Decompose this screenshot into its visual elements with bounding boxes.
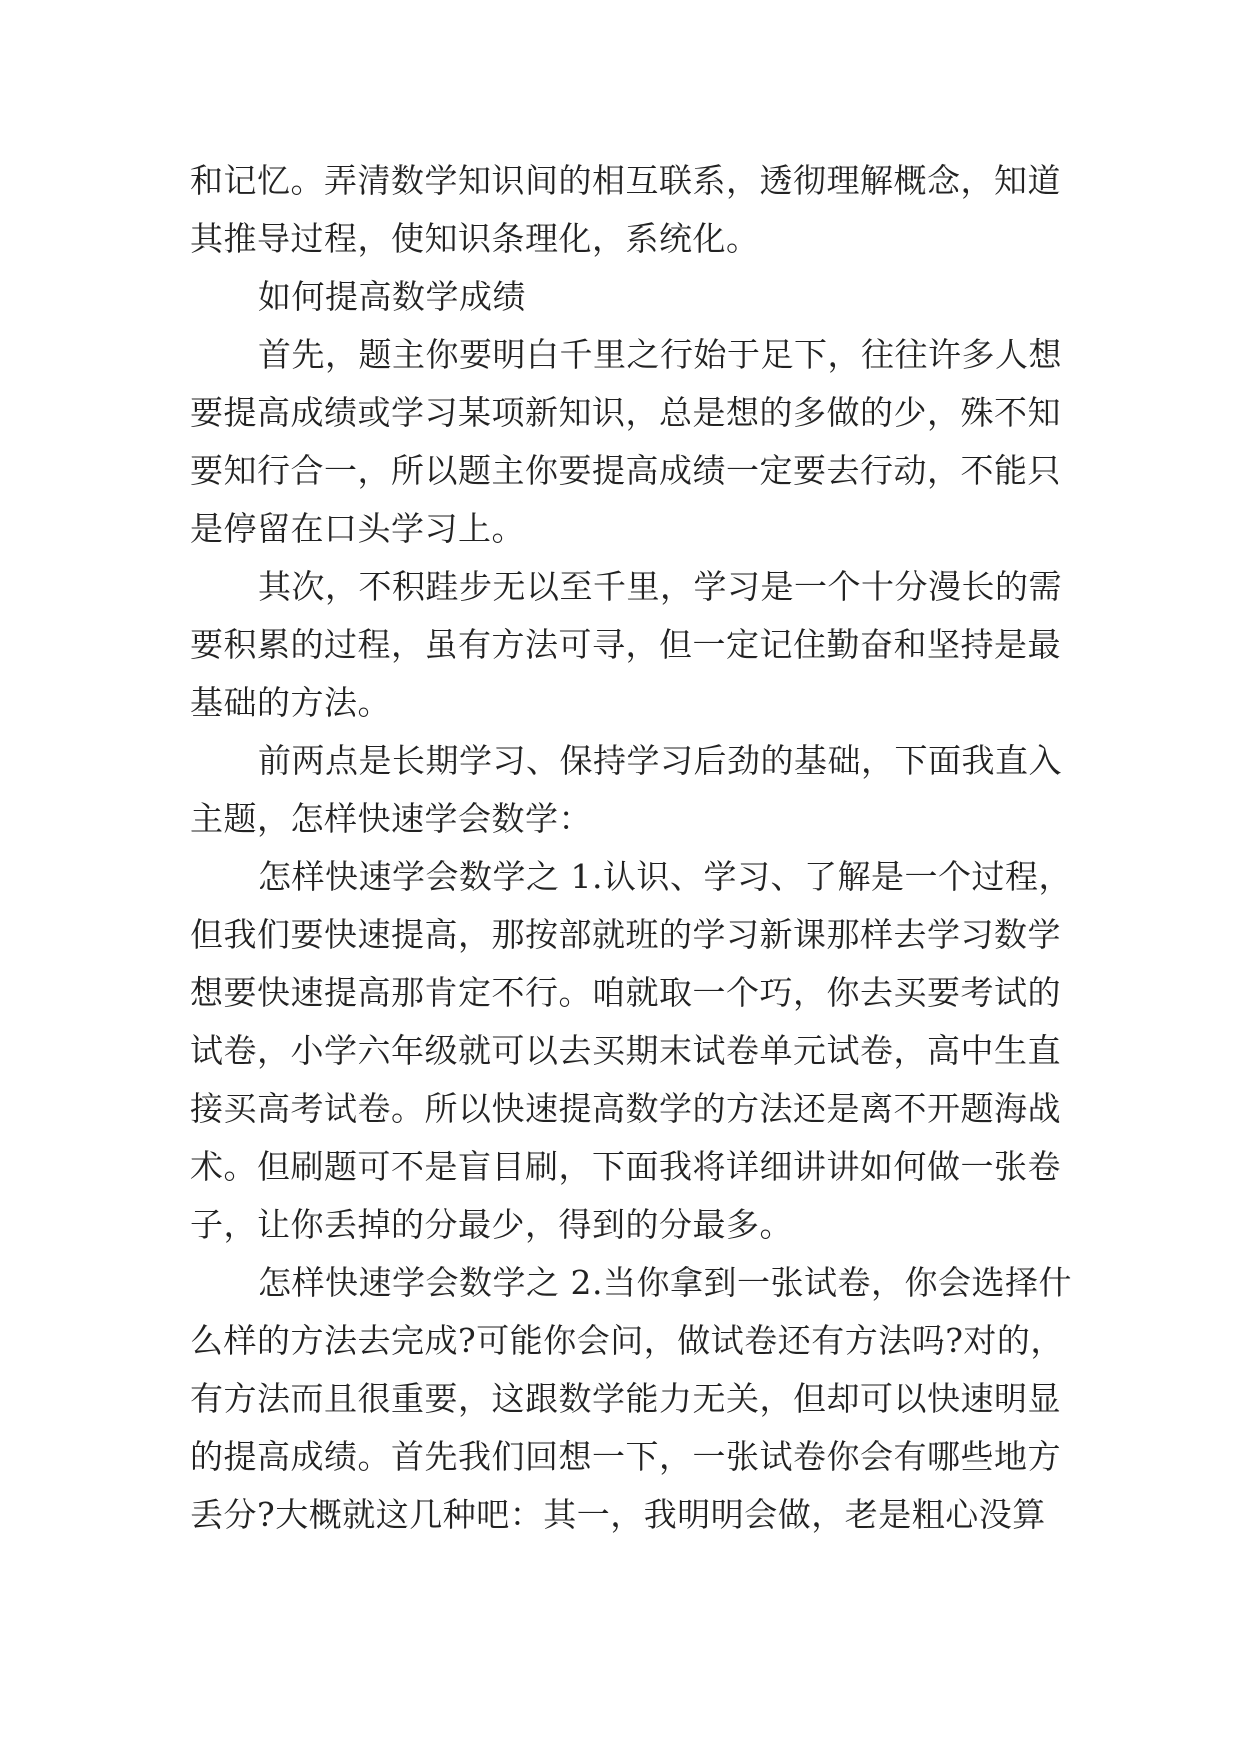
- text-line: 的提高成绩。首先我们回想一下，一张试卷你会有哪些地方: [190, 1437, 1061, 1476]
- text-line: 怎样快速学会数学之 2.当你拿到一张试卷，你会选择什: [258, 1263, 1072, 1302]
- text-line: 要知行合一，所以题主你要提高成绩一定要去行动，不能只: [190, 451, 1061, 490]
- text-line: 怎样快速学会数学之 1.认识、学习、了解是一个过程，: [258, 857, 1072, 896]
- text-line: 丢分?大概就这几种吧：其一，我明明会做，老是粗心没算: [190, 1495, 1046, 1534]
- text-line: 要积累的过程，虽有方法可寻，但一定记住勤奋和坚持是最: [190, 625, 1061, 664]
- text-line: 主题，怎样快速学会数学：: [190, 799, 592, 838]
- text-line: 其推导过程，使知识条理化，系统化。: [190, 219, 760, 258]
- text-line: 其次，不积跬步无以至千里，学习是一个十分漫长的需: [258, 567, 1062, 606]
- text-line: 么样的方法去完成?可能你会问，做试卷还有方法吗?对的，: [190, 1321, 1064, 1360]
- text-line: 是停留在口头学习上。: [190, 509, 525, 548]
- text-line: 基础的方法。: [190, 683, 391, 722]
- text-line: 子，让你丢掉的分最少，得到的分最多。: [190, 1205, 793, 1244]
- text-line: 和记忆。弄清数学知识间的相互联系，透彻理解概念，知道: [190, 161, 1061, 200]
- text-line: 接买高考试卷。所以快速提高数学的方法还是离不开题海战: [190, 1089, 1061, 1128]
- text-line: 试卷，小学六年级就可以去买期末试卷单元试卷，高中生直: [190, 1031, 1061, 1070]
- section-heading: 如何提高数学成绩: [258, 277, 526, 316]
- text-line: 要提高成绩或学习某项新知识，总是想的多做的少，殊不知: [190, 393, 1061, 432]
- text-line: 有方法而且很重要，这跟数学能力无关，但却可以快速明显: [190, 1379, 1061, 1418]
- text-line: 但我们要快速提高，那按部就班的学习新课那样去学习数学: [190, 915, 1061, 954]
- document-body: [190, 152, 1070, 1544]
- text-line: 想要快速提高那肯定不行。咱就取一个巧，你去买要考试的: [190, 973, 1061, 1012]
- text-line: 前两点是长期学习、保持学习后劲的基础，下面我直入: [258, 741, 1062, 780]
- text-line: 术。但刷题可不是盲目刷，下面我将详细讲讲如何做一张卷: [190, 1147, 1061, 1186]
- text-line: 首先，题主你要明白千里之行始于足下，往往许多人想: [258, 335, 1062, 374]
